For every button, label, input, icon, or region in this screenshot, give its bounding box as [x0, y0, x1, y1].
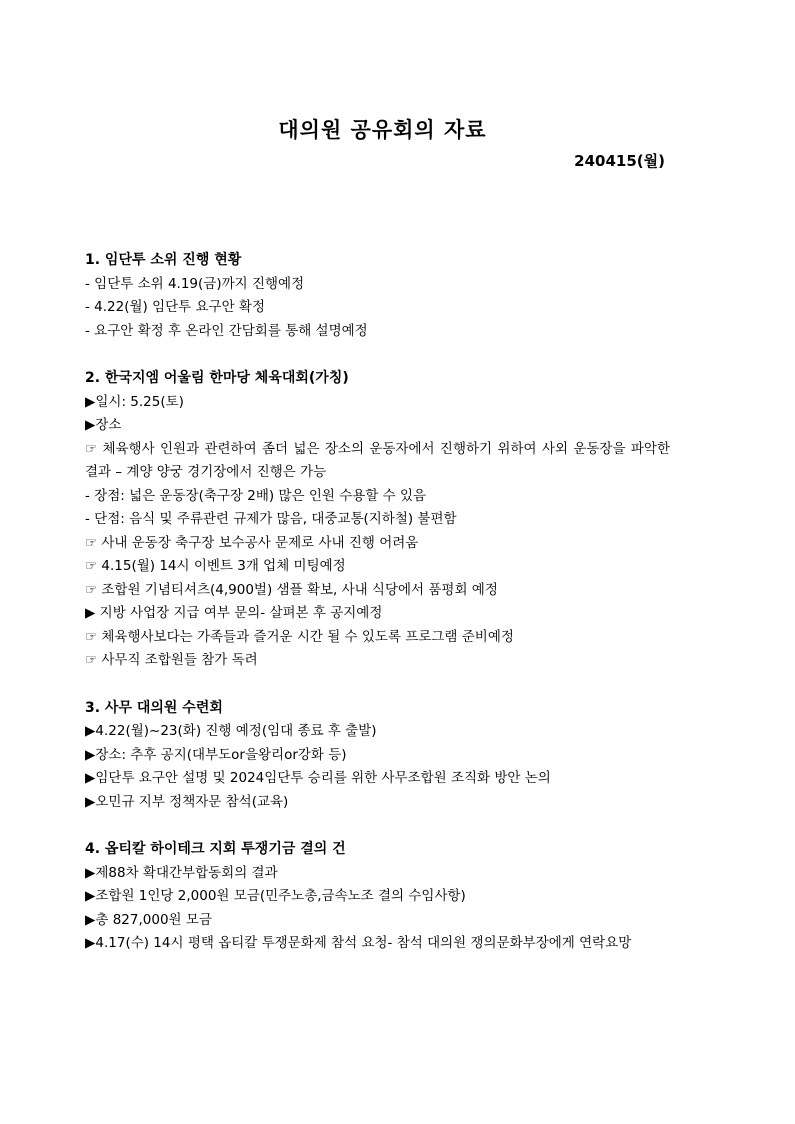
section-heading: 3. 사무 대의원 수련회 — [85, 699, 223, 716]
list-item: - 요구안 확정 후 온라인 간담회를 통해 설명예정 — [85, 322, 368, 339]
list-item: - 단점: 음식 및 주류관련 규제가 많음, 대중교통(지하철) 불편함 — [85, 511, 457, 527]
list-item: ▶제88차 확대간부합동회의 결과 — [85, 864, 278, 881]
document-date: 240415(월) — [574, 152, 665, 170]
document-body — [85, 249, 670, 980]
section-heading: 4. 옵티칼 하이테크 지회 투쟁기금 결의 건 — [85, 841, 346, 857]
list-item: ▶장소: 추후 공지(대부도or을왕리or강화 등) — [85, 746, 347, 763]
section-sowi-status — [85, 249, 670, 343]
list-item: ☞ 조합원 기념티셔츠(4,900벌) 샘플 확보, 사내 식당에서 품평회 예정 — [85, 581, 498, 598]
list-item: - 임단투 소위 4.19(금)까지 진행예정 — [85, 275, 305, 292]
list-item: ▶일시: 5.25(토) — [85, 393, 184, 410]
list-item: ☞ 4.15(월) 14시 이벤트 3개 업체 미팅예정 — [85, 558, 346, 574]
list-item: ▶조합원 1인당 2,000원 모금(민주노총,금속노조 결의 수임사항) — [85, 888, 466, 904]
section-sports-day — [85, 367, 670, 673]
list-item: ▶임단투 요구안 설명 및 2024임단투 승리를 위한 사무조합원 조직화 방안 논의 — [85, 770, 551, 786]
section-strike-fund — [85, 838, 670, 956]
list-item: ☞ 사내 운동장 축구장 보수공사 문제로 사내 진행 어려움 — [85, 534, 419, 551]
list-item: ▶4.17(수) 14시 평택 옵티칼 투쟁문화제 참석 요청- 참석 대의원 쟁의문화부장에게 연락요망 — [85, 935, 632, 951]
list-item: ▶4.22(월)~23(화) 진행 예정(임대 종료 후 출발) — [85, 723, 377, 739]
document-title: 대의원 공유회의 자료 — [278, 118, 487, 142]
list-item: ▶총 827,000원 모금 — [85, 911, 212, 928]
list-item: ☞ 사무직 조합원들 참가 독려 — [85, 652, 258, 668]
list-item: - 4.22(월) 임단투 요구안 확정 — [85, 299, 265, 315]
list-item: - 장점: 넓은 운동장(축구장 2배) 많은 인원 수용할 수 있음 — [85, 487, 427, 504]
section-heading: 1. 임단투 소위 진행 현황 — [85, 252, 242, 268]
list-item: ▶장소 — [85, 417, 122, 433]
list-item: ▶오민규 지부 정책자문 참석(교육) — [85, 793, 289, 810]
section-delegate-retreat — [85, 697, 670, 815]
list-item: ☞ 체육행사 인원과 관련하여 좀더 넓은 장소의 운동자에서 진행하기 위하여 사외 운동장을 파악한 결과 – 계양 양궁 경기장에서 진행은 가능 — [85, 440, 670, 480]
list-item: ▶ 지방 사업장 지급 여부 문의- 살펴본 후 공지예정 — [85, 605, 383, 621]
list-item: ☞ 체육행사보다는 가족들과 즐거운 시간 될 수 있도록 프로그램 준비예정 — [85, 628, 514, 645]
section-heading: 2. 한국지엠 어울림 한마당 체육대회(가칭) — [85, 370, 349, 386]
